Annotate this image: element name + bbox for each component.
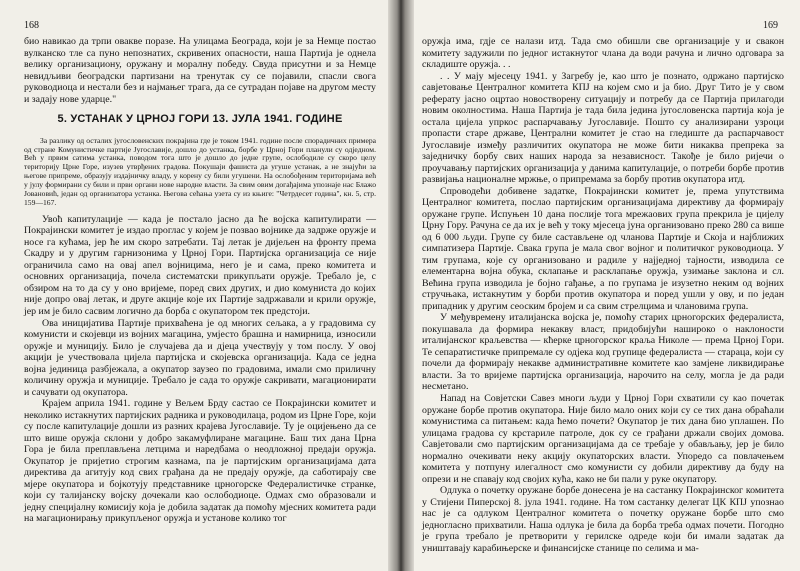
right-page-text [422,36,784,554]
paragraph: Одлука о почетку оружане борбе донесена је на састанку Покрајинског комитета у Стијени Пиперској 8. јула 1941. године. На том састанку делегат ЦК КПЈ упознао нас је са одлуком Централног комитета о почетку оружане борбе што смо једногласно прихватили. Наша одлука је била да борба треба одмах почети. Погодно је група требало је претворити у герилске одреде који би имали задатак да уништавају карабињерске и финансијске станице по селима и ма- [422,485,784,554]
paragraph: . . У мају мјесецу 1941. у Загребу је, као што је познато, одржано партијско савјетовање Централног комитета КПЈ на којем смо и ја био. Друг Тито је у свом реферату јасно оцртао новостворену ситуацију и потребу да се Партија прилагоди новим околностима. Наша Партија је тада била једина југословенска партија која је остала цијела упркос распарчавању Југославије. Пошто су анализирани узроци пропасти старе државе, Централни комитет је стао на гледиште да распарчавост Југославије између различитих окупатора не може бити никаква препрека за заједничку борбу свих наших народа за независност. Такође је било ријечи о проучавању партијских организација у данима капитулације, о потреби борбе против развијања националне мржње, о припремама за борбу против окупатора итд. [422,70,784,186]
editorial-note: За разлику од осталих југословенских покрајина где је током 1941. године после спорадичних примера од стране Комунистичке партије Југославије, дошло до устанка, борбе у Црној Гори планули су одједном. Већ у првим сатима устанка, поводом тога што је дошло до једне групе, ослободиле су скоро целу територију Црне Горе, изузев утврђених градова. Покушаји фашиста да угуше устанак, а не знајући за његове припреме, образују издајничку владу, у корену су били угушени. На ослобођеним територијама већ у јулу формирани су били и први органи нове народне власти. За свим овим догађајима упознаје нас Блажо Јовановић, један од организатора устанка. Његова сећања узета су из књиге: "Четрдесет година", кн. 5, стр. 159—167. [24,135,376,207]
right-page [404,0,800,571]
paragraph: У међувремену италијанска војска је, помоћу старих црногорских федералиста, покушавала да формира некакву власт, придобијући нашироко о наклоности италијанског краљевства — кћерке црногорског краља Николе — према Црној Гори. Те сепаратистичке припремале су одјека код групице федералиста — стараца, који су почели да формирају некакве административне комитете као замјене ликвидирање власти. За то вријеме партијска организација, нарочито на селу, могла је да ради несметано. [422,312,784,393]
book-gutter-shadow [388,0,414,571]
paragraph: Напад на Совјетски Савез многи људи у Црној Гори схватили су као почетак оружане борбе против окупатора. Није било мало оних који су се тих дана обраћали комунистима са питањем: када ћемо почети? Окупатор је тих дана био уплашен. По улицама градова су крстариле патроле, док су се грађани држали својих домова. Савјетовали смо партијским организацијама да се требаје у обављању, јер је било нормално очекивати неку акцију окупаторских власти. Упоредо са повлачењем комитета у потпуну илегалност смо комунисти су добили директиву да буду на опрези и не спавају код својих кућа, како не би пали у руке окупатору. [422,392,784,485]
paragraph: Ова иницијатива Партије прихваћена је од многих сељака, а у градовима су комунисти и скојевци из војних магацина, умјесто брашна и намирница, износили оружје и муницију. Било је случајева да и дјеца учествују у том послу. У овој акцији je учествовала цијела партијска и скојевска организација. Када се једна војна јединица разбјежала, а окупатор заузео по градовима, имали смо приличну количину оружја и муниције. Требало је сада то оружје сакривати, магационирати и сачувати од окупатора. [24,317,376,398]
paragraph: био навикао да трпи овакве порaзе. На улицама Београда, који је за Немце постао вулканско тле са пуно непознатих, скривених опасности, наша Партија је однела велику организациону, оружану и моралну победу. Свуда присутни и за Немце невидљиви београдски партизани на тренутак су се појавили, спасли свога руководиоца и нестали без и најмањег трага, да се сутрадан појаве на другом месту и задају нове ударце." [24,36,376,105]
paragraph: Крајем априла 1941. године у Вељем Брду састао се Покрајински комитет и неколико истакнутих партијских радника и руководилаца, родом из Црне Горе, који су после капитулације дошли из разних крајева Југославије. Ту је оцијењено да се што више оружја склони у добро закамуфлиране магацине. Баш тих дана Црна Гора је била преплављена летцима и наредбама о неодложној предаји оружја. Окупатор је пријетио строгим казнама, па је партијским организацијама дата директива да агитују код свих грађана да не предају оружје, да саботирају све мјере окупатора и бојкотују представнике црногорске Федералистичке странке, који су талијанску војску дочекали као ослободиоце. Одмах смо образовали и једну специјалну комисију која је добила задатак да помоћу мјесних комитета ради на магационирању прикупљеног оружја и установе колико тог [24,398,376,525]
left-page-text [24,36,376,525]
page-number-left: 168 [24,20,39,31]
section-title: 5. УСТАНАК У ЦРНОЈ ГОРИ 13. ЈУЛА 1941. ГОДИНЕ [57,113,343,126]
paragraph: Спроводећи добивене задатке, Покрајински комитет је, према упутствима Централног комитета, послао партијским организацијама директиву да формирају оружане групе. Испуњен 10 дана послије тога мрежаових група прекрила је цијелу Црну Гору. Рачуна се да их је већ у току мјесеца јуна организовано преко 280 са више од 6 000 људи. Групе су биле састављене од чланова Партије и Скоја и најближих симпатизера Партије. Свака група је мала свог војног и политичког руководиоца. У тим групама, које су организовано и радиле у најједној тајности, изводила се елементарна војна обука, склапање и расклапање оружја, узимање заклона и сл. Већина група изводила је бојно гађање, а по групама је изузетно неким од војних стручњака, истакнутим у борби против окупатора и поред ушли у ову, и по један припадник у другим сеоским бројем и са свим стрелцима и члановима група. [422,185,784,312]
paragraph: Увoћ капитулације — када је постало јасно да ће војска капитулирати — Покрајински комитет је издао проглас у којем је позвао војнике да задрже оружје и носе га кућама, јер ће им скоро затребати. Тај летак је дијељен на фронту према Скадру и у другим гарнизонима у Црној Гори. Партијска организација се није ограничила само на овај апел војницима, него је и сама, преко комитета и основних организација, почела систематски прикупљати оружје. Требало је, с обзиром на то да су у оно вријеме, поред свих других, и дио комуниста до којих није допро овај летак, и друге акције које их Партије задржавали и крили оружје, јер им је било сасвим логично да борба с окупатором тек предстоји. [24,213,376,317]
paragraph: оружја има, гдје се налази итд. Тада смо обишли све организације у и свакон комитету задужили по једног истакнутог члана да води рачуна и лично одговара за складиште оружја. . . [422,36,784,71]
page-number-right: 169 [763,20,778,31]
left-page [0,0,396,571]
